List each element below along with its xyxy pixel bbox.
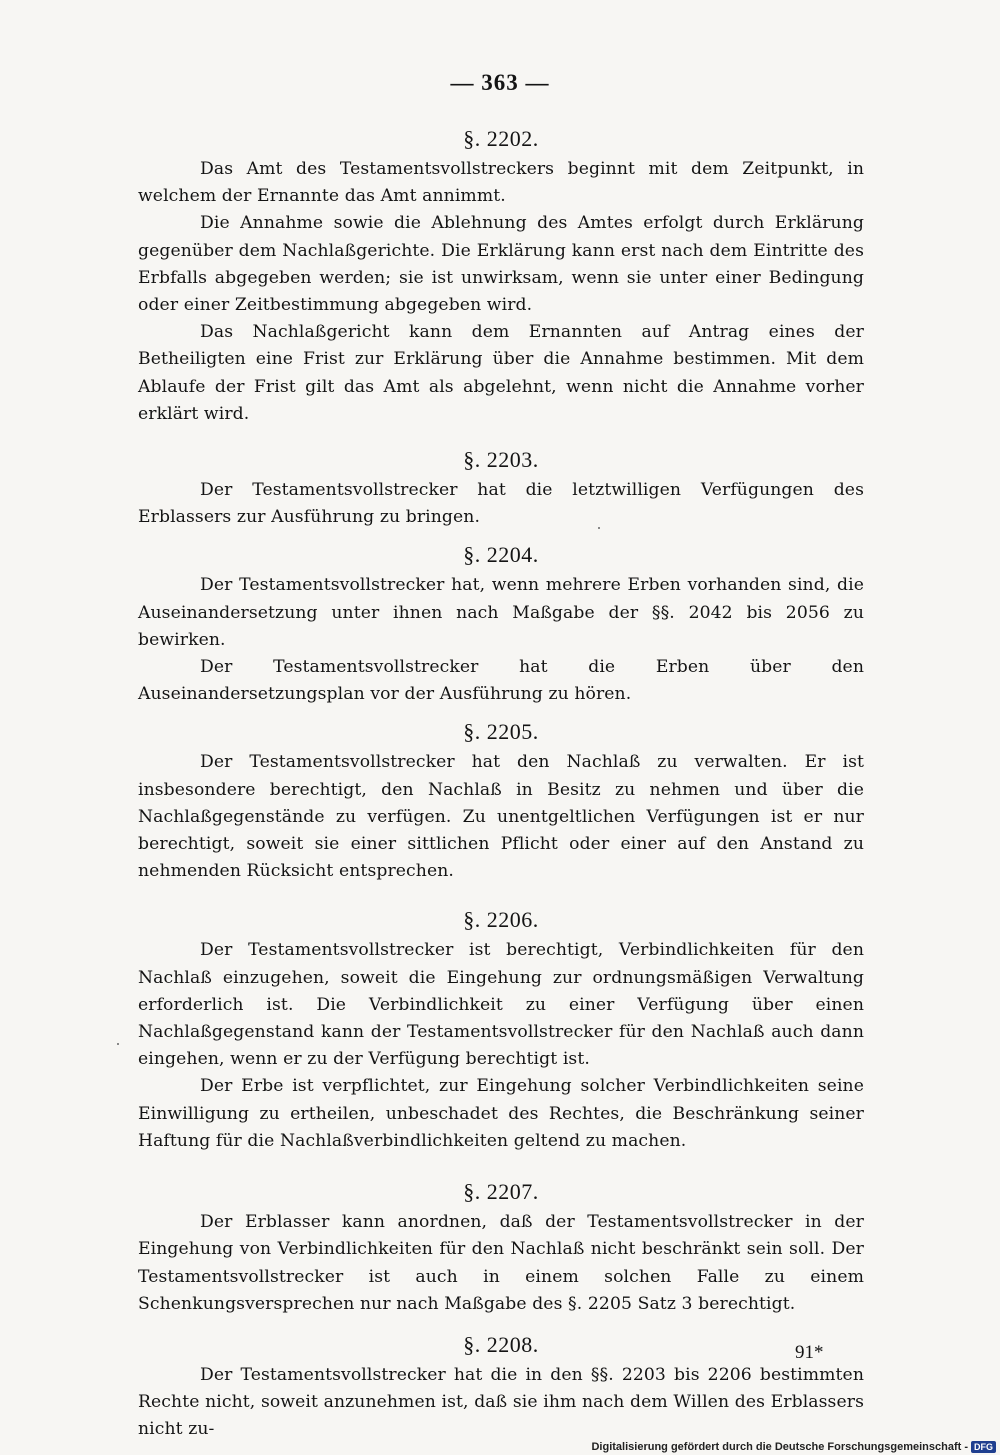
funding-note: Digitalisierung gefördert durch die Deutsche Forschungsgemeinschaft - xyxy=(591,1441,968,1453)
digitization-footer xyxy=(591,1441,996,1453)
paragraph: Der Testamentsvollstrecker hat die in den §§. 2203 bis 2206 bestimmten Rechte nicht, soweit anzunehmen ist, daß sie ihm nach dem Willen des Erblassers nicht zu- xyxy=(138,1364,864,1440)
page-number-header: — 363 — xyxy=(450,70,550,95)
paragraph: Das Nachlaßgericht kann dem Ernannten auf Antrag eines der Betheiligten eine Frist zur Erklärung über die Annahme bestimmen. Mit dem Ablaufe der Frist gilt das Amt als abgelehnt, wenn nicht die Annahme vorher erklärt wird. xyxy=(138,322,864,424)
dfg-logo-icon: DFG xyxy=(971,1441,996,1453)
section-2202 xyxy=(138,124,864,428)
section-heading: §. 2203. xyxy=(463,447,539,473)
section-heading: §. 2204. xyxy=(463,542,539,568)
scan-speck xyxy=(598,527,600,529)
section-heading: §. 2205. xyxy=(463,719,539,745)
paragraph: Der Erbe ist verpflichtet, zur Eingehung solcher Verbindlichkeiten seine Einwilligung zu ertheilen, unbeschadet des Rechtes, die Beschränkung seiner Haftung für die Nachlaßverbindlichkeiten geltend zu machen. xyxy=(138,1076,864,1151)
paragraph: Der Testamentsvollstrecker hat die letztwilligen Verfügungen des Erblassers zur Ausführung zu bringen. xyxy=(138,480,864,528)
section-2207 xyxy=(138,1177,864,1318)
section-2203 xyxy=(138,445,864,531)
signature-mark: 91* xyxy=(795,1342,824,1363)
paragraph: Der Testamentsvollstrecker ist berechtigt, Verbindlichkeiten für den Nachlaß einzugehen, soweit die Eingehung zur ordnungsmäßigen Verwaltung erforderlich ist. Die Verbindlichkeit zu einer Verfügung über einen Nachlaßgegenstand kann der Testamentsvollstrecker für den Nachlaß auch dann eingehen, wenn er zu der Verfügung berechtigt ist. xyxy=(138,940,864,1070)
section-heading: §. 2206. xyxy=(463,907,539,933)
section-heading: §. 2202. xyxy=(463,126,539,151)
paragraph: Der Testamentsvollstrecker hat, wenn mehrere Erben vorhanden sind, die Auseinandersetzung unter ihnen nach Maßgabe der §§. 2042 bis 2056 zu bewirken. xyxy=(138,575,864,650)
paragraph: Der Erblasser kann anordnen, daß der Testamentsvollstrecker in der Eingehung von Verbindlichkeiten für den Nachlaß nicht beschränkt sein soll. Der Testamentsvollstrecker ist auch in einem solchen Falle zu einem Schenkungsversprechen nur nach Maßgabe des §. 2205 Satz 3 berechtigt. xyxy=(138,1212,864,1314)
section-2204 xyxy=(138,540,864,708)
paragraph: Die Annahme sowie die Ablehnung des Amtes erfolgt durch Erklärung gegenüber dem Nachlaßgerichte. Die Erklärung kann erst nach dem Eintritte des Erbfalls abgegeben werden; sie ist unwirksam, wenn sie unter einer Bedingung oder einer Zeitbestimmung abgegeben wird. xyxy=(138,213,864,316)
page-body xyxy=(138,124,864,1444)
section-2208 xyxy=(138,1330,864,1444)
section-heading: §. 2207. xyxy=(463,1179,539,1205)
scan-speck xyxy=(117,1043,119,1045)
paragraph: Das Amt des Testamentsvollstreckers beginnt mit dem Zeitpunkt, in welchem der Ernannte das Amt annimmt. xyxy=(138,159,864,207)
section-2206 xyxy=(138,905,864,1155)
paragraph: Der Testamentsvollstrecker hat die Erben über den Auseinandersetzungsplan vor der Ausführung zu hören. xyxy=(138,657,864,705)
section-heading: §. 2208. xyxy=(463,1331,539,1357)
section-2205 xyxy=(138,717,864,885)
paragraph: Der Testamentsvollstrecker hat den Nachlaß zu verwalten. Er ist insbesondere berechtigt, den Nachlaß in Besitz zu nehmen und über die Nachlaßgegenstände zu verfügen. Zu unentgeltlichen Verfügungen ist er nur berechtigt, soweit sie einer sittlichen Pflicht oder einer auf den Anstand zu nehmenden Rücksicht entsprechen. xyxy=(138,752,864,882)
